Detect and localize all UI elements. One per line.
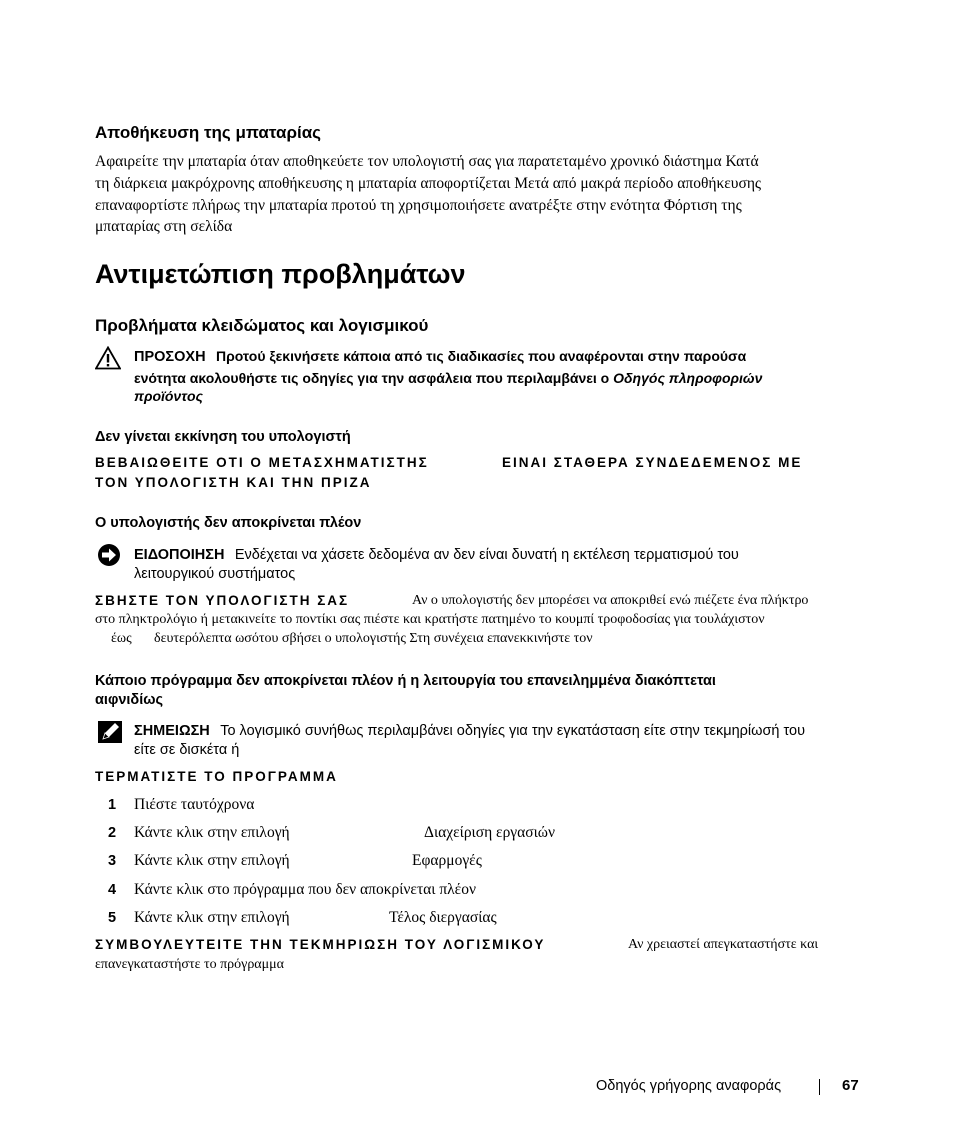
battery-paragraph-line-1: Αφαιρείτε την μπαταρία όταν αποθηκεύετε τον υπολογιστή σας για παρατεταμένο χρονικό διάστημα Κατά bbox=[95, 153, 759, 170]
power-off-instruction-label: ΣΒΗΣΤΕ ΤΟΝ ΥΠΟΛΟΓΙΣΤΗ ΣΑΣ bbox=[95, 593, 350, 608]
step-number-5: 5 bbox=[108, 910, 117, 926]
note-line-1 bbox=[134, 722, 805, 740]
power-off-text-3a: έως bbox=[111, 631, 132, 646]
notice-line-1 bbox=[134, 546, 739, 564]
caution-text-1: Προτού ξεκινήσετε κάποια από τις διαδικασίες που αναφέρονται στην παρούσα bbox=[216, 348, 747, 364]
notice-line-2: λειτουργικού συστήματος bbox=[134, 566, 296, 582]
page-title-troubleshooting: Αντιμετώπιση προβλημάτων bbox=[95, 259, 466, 289]
caution-line-3 bbox=[134, 388, 203, 404]
consult-docs-text-1: Αν χρειαστεί απεγκαταστήστε και bbox=[628, 937, 819, 952]
step-text-1: Πιέστε ταυτόχρονα bbox=[134, 796, 255, 813]
caution-text-2-italic: Οδηγός πληροφοριών bbox=[613, 370, 763, 386]
notice-arrow-icon bbox=[97, 543, 121, 567]
end-program-label: ΤΕΡΜΑΤΙΣΤΕ ΤΟ ΠΡΟΓΡΑΜΜΑ bbox=[95, 769, 338, 784]
warning-triangle-icon bbox=[95, 346, 121, 370]
notice-text-1: Ενδέχεται να χάσετε δεδομένα αν δεν είναι δυνατή η εκτέλεση τερματισμού του bbox=[234, 547, 739, 563]
note-label: ΣΗΜΕΙΩΣΗ bbox=[134, 723, 210, 739]
section-heading-battery-storage: Αποθήκευση της μπαταρίας bbox=[95, 123, 321, 142]
power-off-text-1: Αν ο υπολογιστής δεν μπορέσει να αποκριθεί ενώ πιέζετε ένα πλήκτρο bbox=[412, 593, 809, 608]
battery-paragraph-line-4: μπαταρίας στη σελίδα bbox=[95, 218, 233, 235]
step-number-2: 2 bbox=[108, 825, 117, 841]
page-number: 67 bbox=[842, 1077, 859, 1094]
step-text-4: Κάντε κλικ στο πρόγραμμα που δεν αποκρίνεται πλέον bbox=[134, 881, 476, 898]
caution-text-2: ενότητα ακολουθήστε τις οδηγίες για την ασφάλεια που περιλαμβάνει ο bbox=[134, 370, 614, 386]
step-text-2: Κάντε κλικ στην επιλογή bbox=[134, 824, 290, 841]
caution-label: ΠΡΟΣΟΧΗ bbox=[134, 349, 206, 365]
power-off-text-2: στο πληκτρολόγιο ή μετακινείτε το ποντίκι σας πιέστε και κρατήστε πατημένο το κουμπί τροφοδοσίας για τουλάχιστον bbox=[95, 612, 765, 627]
notice-label: ΕΙΔΟΠΟΙΗΣΗ bbox=[134, 547, 225, 563]
no-start-instruction-line-2: ΤΟΝ ΥΠΟΛΟΓΙΣΤΗ ΚΑΙ ΤΗΝ ΠΡΙΖΑ bbox=[95, 475, 372, 490]
footer-guide-name: Οδηγός γρήγορης αναφοράς bbox=[596, 1078, 782, 1094]
step-text-5: Κάντε κλικ στην επιλογή bbox=[134, 909, 290, 926]
note-text-1: Το λογισμικό συνήθως περιλαμβάνει οδηγίες για την εγκατάσταση είτε στην τεκμηρίωσή του bbox=[220, 723, 806, 739]
subheading-no-start: Δεν γίνεται εκκίνηση του υπολογιστή bbox=[95, 429, 351, 445]
subheading-program-crash: Κάποιο πρόγραμμα δεν αποκρίνεται πλέον ή η λειτουργία του επανειλημμένα διακόπτεται bbox=[95, 673, 716, 689]
step-option-applications: Εφαρμογές bbox=[412, 852, 482, 869]
note-pencil-icon bbox=[97, 720, 123, 744]
caution-text-3-italic: προϊόντος bbox=[134, 388, 203, 404]
step-option-end-process: Τέλος διεργασίας bbox=[389, 909, 497, 926]
power-off-text-3b: δευτερόλεπτα ωσότου σβήσει ο υπολογιστής Στη συνέχεια επανεκκινήστε τον bbox=[154, 631, 593, 646]
section-heading-lockups: Προβλήματα κλειδώματος και λογισμικού bbox=[95, 316, 429, 335]
step-number-1: 1 bbox=[108, 797, 117, 813]
step-option-task-manager: Διαχείριση εργασιών bbox=[424, 824, 556, 841]
note-line-2: είτε σε δισκέτα ή bbox=[134, 742, 240, 758]
step-text-3: Κάντε κλικ στην επιλογή bbox=[134, 852, 290, 869]
no-start-instruction-b: ΕΙΝΑΙ ΣΤΑΘΕΡΑ ΣΥΝΔΕΔΕΜΕΝΟΣ ΜΕ bbox=[502, 455, 803, 470]
caution-line-1 bbox=[134, 348, 746, 366]
consult-docs-text-2: επανεγκαταστήστε το πρόγραμμα bbox=[95, 957, 284, 972]
subheading-no-response: Ο υπολογιστής δεν αποκρίνεται πλέον bbox=[95, 515, 362, 531]
battery-paragraph-line-2: τη διάρκεια μακρόχρονης αποθήκευσης η μπαταρία αποφορτίζεται Μετά από μακρά περίοδο αποθήκευσης bbox=[95, 175, 762, 192]
consult-docs-label: ΣΥΜΒΟΥΛΕΥΤΕΙΤΕ ΤΗΝ ΤΕΚΜΗΡΙΩΣΗ ΤΟΥ ΛΟΓΙΣΜΙΚΟΥ bbox=[95, 937, 546, 952]
subheading-program-crash-line-2: αιφνιδίως bbox=[95, 692, 164, 708]
step-number-4: 4 bbox=[108, 882, 117, 898]
no-start-instruction-a: ΒΕΒΑΙΩΘΕΙΤΕ ΟΤΙ Ο ΜΕΤΑΣΧΗΜΑΤΙΣΤΗΣ bbox=[95, 455, 429, 470]
step-number-3: 3 bbox=[108, 853, 117, 869]
battery-paragraph-line-3: επαναφορτίστε πλήρως την μπαταρία προτού τη χρησιμοποιήσετε ανατρέξτε στην ενότητα Φόρτιση της bbox=[95, 197, 742, 214]
footer-separator bbox=[819, 1079, 820, 1095]
caution-line-2 bbox=[134, 370, 762, 386]
